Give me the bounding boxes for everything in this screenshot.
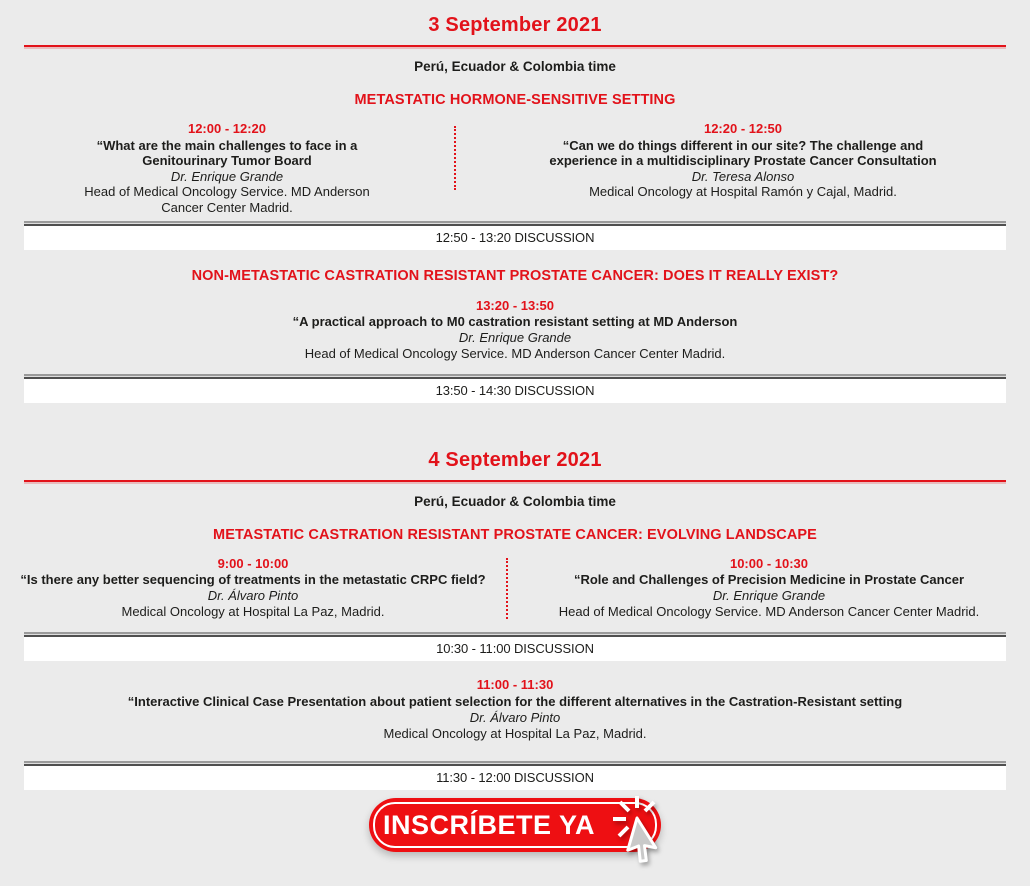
session-time: 10:00 - 10:30 [729, 555, 809, 571]
session-title: “Role and Challenges of Precision Medicine in Prostate Cancer [573, 572, 965, 588]
discussion-bar [24, 374, 1006, 403]
discussion-bar [24, 632, 1006, 661]
session-speaker: Dr. Enrique Grande [458, 330, 572, 346]
session-title: “What are the main challenges to face in a Genitourinary Tumor Board [96, 137, 358, 169]
register-area [0, 798, 1030, 852]
session-affiliation: Medical Oncology at Hospital Ramón y Cajal, Madrid. [589, 184, 897, 200]
session-speaker: Dr. Álvaro Pinto [207, 587, 299, 603]
cursor-click-icon [599, 790, 695, 886]
day-1-section [0, 0, 1030, 403]
day-2-title: 4 September 2021 [428, 448, 602, 471]
session-affiliation: Head of Medical Oncology Service. MD Anderson Cancer Center Madrid. [558, 603, 980, 619]
register-button-label: INSCRÍBETE YA [382, 809, 596, 840]
register-button[interactable] [369, 798, 661, 852]
discussion-bar [24, 761, 1006, 790]
session-time: 11:00 - 11:30 [476, 677, 554, 693]
discussion-label: 11:30 - 12:00 DISCUSSION [24, 766, 1006, 790]
day-1-title: 3 September 2021 [428, 14, 602, 36]
session-time: 13:20 - 13:50 [475, 297, 555, 313]
session-card [456, 121, 1030, 200]
timezone-note: Perú, Ecuador & Colombia time [414, 59, 616, 74]
session-heading: NON-METASTATIC CASTRATION RESISTANT PROSTATE CANCER: DOES IT REALLY EXIST? [191, 267, 839, 284]
discussion-label: 13:50 - 14:30 DISCUSSION [24, 379, 1006, 403]
session-speaker: Dr. Álvaro Pinto [469, 709, 561, 725]
session-title: “Interactive Clinical Case Presentation about patient selection for the different alternatives in the Castration-Resistant setting [127, 693, 903, 709]
session-time: 9:00 - 10:00 [217, 555, 289, 571]
session-row [0, 556, 1030, 619]
session-time: 12:00 - 12:20 [187, 121, 267, 136]
title-rule [24, 45, 1006, 47]
session-speaker: Dr. Enrique Grande [170, 168, 284, 184]
session-title: “Is there any better sequencing of treatments in the metastatic CRPC field? [20, 572, 486, 588]
session-card [0, 298, 1030, 362]
session-title: “Can we do things different in our site? The challenge and experience in a multidisciplinary Prostate Cancer Consultation [549, 137, 937, 169]
session-affiliation: Head of Medical Oncology Service. MD Anderson Cancer Center Madrid. [304, 345, 726, 361]
session-affiliation: Head of Medical Oncology Service. MD Anderson Cancer Center Madrid. [84, 184, 370, 215]
session-heading: METASTATIC CASTRATION RESISTANT PROSTATE CANCER: EVOLVING LANDSCAPE [213, 526, 817, 543]
session-time: 12:20 - 12:50 [703, 121, 783, 136]
session-speaker: Dr. Enrique Grande [712, 587, 826, 603]
session-affiliation: Medical Oncology at Hospital La Paz, Madrid. [383, 725, 647, 741]
day-2-section [0, 403, 1030, 791]
session-heading: METASTATIC HORMONE-SENSITIVE SETTING [354, 92, 676, 108]
discussion-label: 10:30 - 11:00 DISCUSSION [24, 637, 1006, 661]
session-card [508, 556, 1030, 619]
session-card [0, 556, 506, 619]
timezone-note: Perú, Ecuador & Colombia time [414, 493, 616, 509]
session-card [0, 677, 1030, 741]
title-rule [24, 480, 1006, 482]
session-card [0, 121, 454, 216]
discussion-label: 12:50 - 13:20 DISCUSSION [24, 226, 1006, 250]
session-affiliation: Medical Oncology at Hospital La Paz, Madrid. [121, 603, 385, 619]
session-speaker: Dr. Teresa Alonso [691, 168, 795, 184]
session-row [0, 121, 1030, 216]
discussion-bar [24, 221, 1006, 250]
session-title: “A practical approach to M0 castration resistant setting at MD Anderson [292, 314, 738, 330]
